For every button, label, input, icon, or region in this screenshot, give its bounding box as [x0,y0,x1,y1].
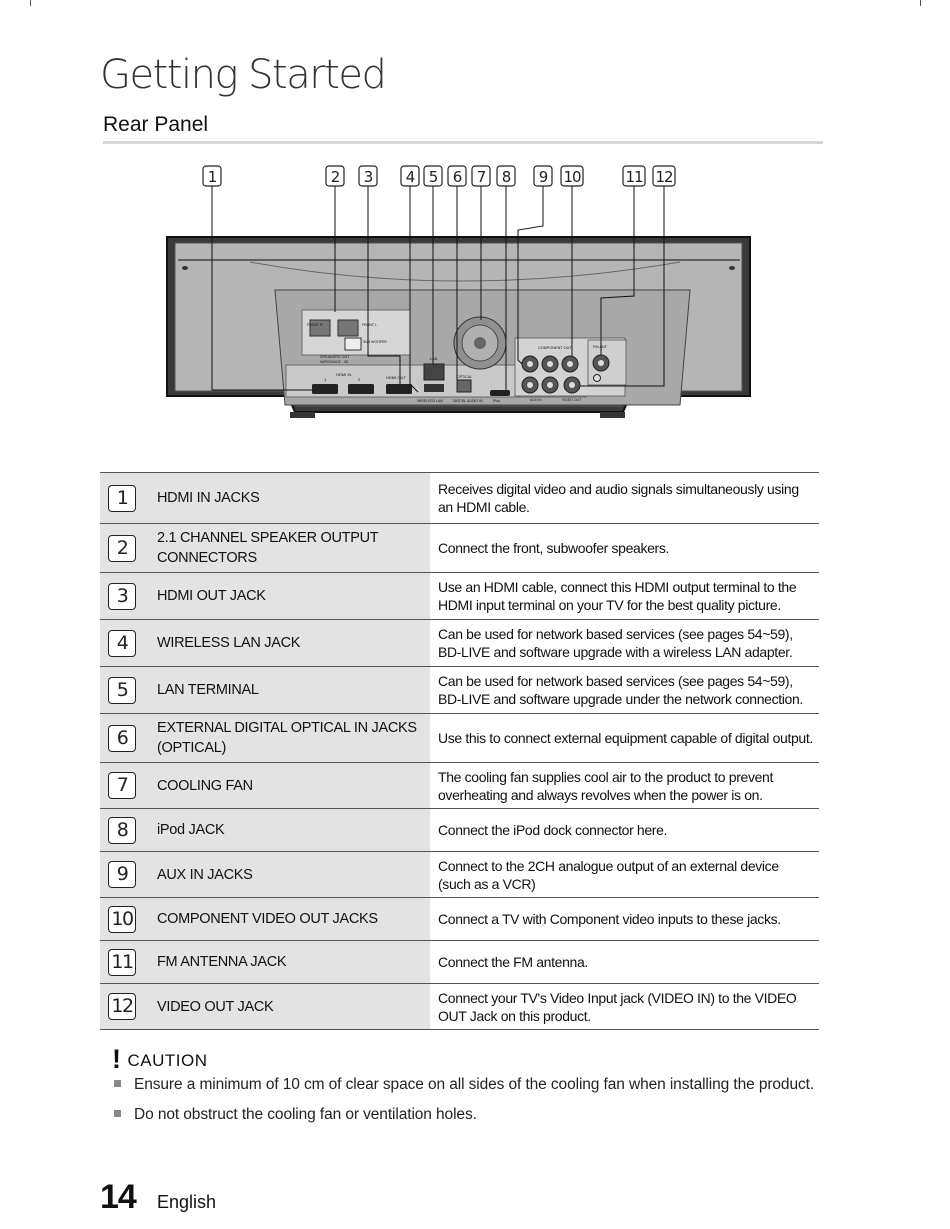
label-hdmi-in-1: 1 [324,377,327,382]
bullet-square-icon [114,1110,121,1117]
bullet-square-icon [114,1080,121,1087]
label-hdmi-in: HDMI IN [336,372,352,377]
label-ipod: iPod [493,399,501,403]
row-number-badge: 1 [108,485,136,512]
label-hdmi-out: HDMI OUT [386,375,406,380]
rear-panel-diagram [160,160,760,440]
row-description: Receives digital video and audio signals simultaneously using an HDMI cable. [438,481,799,515]
table-row [100,620,819,667]
label-digital-audio-in: DIGITAL AUDIO IN [453,399,483,403]
table-row [100,941,819,984]
row-number-badge: 9 [108,861,136,888]
table-row [100,852,819,898]
label-hdmi-in-2: 2 [358,377,361,382]
row-number-badge: 7 [108,772,136,799]
row-name: COMPONENT VIDEO OUT JACKS [146,898,430,941]
caution-title: CAUTION [127,1051,208,1070]
row-description: Connect a TV with Component video inputs to these jacks. [438,911,781,927]
row-number-cell [100,809,146,852]
label-front-r: FRONT R [307,323,323,327]
callout-markers [203,166,675,186]
label-component-out: COMPONENT OUT [538,346,572,350]
row-number-badge: 6 [108,725,136,752]
callout-number: 8 [501,168,511,186]
row-number-cell [100,852,146,898]
row-number-cell [100,984,146,1030]
row-number-badge: 11 [108,949,136,976]
crop-mark-right [920,0,921,6]
row-name: iPod JACK [146,809,430,852]
row-description: Connect the iPod dock connector here. [438,822,668,838]
row-description: Connect the FM antenna. [438,954,588,970]
row-name: HDMI IN JACKS [146,473,430,524]
row-name: FM ANTENNA JACK [146,941,430,984]
rear-panel-reference-table [100,472,819,1030]
row-description: Connect your TV's Video Input jack (VIDEO IN) to the VIDEO OUT Jack on this product. [438,989,797,1024]
row-number-cell [100,667,146,714]
table-row [100,809,819,852]
label-speakers-out: SPEAKERS OUT [320,355,350,359]
callout-number: 9 [538,168,548,186]
callout-number: 1 [207,168,217,186]
callout-number: 12 [655,168,673,186]
row-number-cell [100,524,146,573]
label-fm-ant: FM ANT. [593,345,608,349]
row-description: Use this to connect external equipment capable of digital output. [438,730,813,746]
label-impedance: IMPEDANCE : 3Ω [320,360,349,364]
label-lan: LAN [430,357,438,361]
title-rule [103,141,823,144]
row-number-cell [100,573,146,620]
label-video-out: VIDEO OUT [562,398,582,402]
table-row [100,667,819,714]
row-number-cell [100,473,146,524]
row-name: LAN TERMINAL [146,667,430,714]
row-description: Use an HDMI cable, connect this HDMI output terminal to the HDMI input terminal on your TV for the best quality picture. [438,579,797,613]
callout-number: 7 [476,168,486,186]
callout-number: 11 [625,168,643,186]
label-sub: SUB WOOFER [363,340,387,344]
table-row [100,898,819,941]
caution-item [114,1075,814,1105]
table-row [100,763,819,809]
callout-number: 3 [363,168,373,186]
row-number-badge: 12 [108,993,136,1020]
label-wireless-lan: WIRELESS LAN [417,399,443,403]
row-description: Connect to the 2CH analogue output of an external device (such as a VCR) [438,857,779,892]
row-number-badge: 4 [108,630,136,657]
sub-title: Rear Panel [103,113,209,136]
label-front-l: FRONT L [362,323,377,327]
caution-mark: ! [112,1044,122,1074]
label-optical: OPTICAL [457,375,472,379]
label-aux-in: AUX IN [530,398,542,402]
row-number-badge: 8 [108,817,136,844]
row-name: AUX IN JACKS [146,852,430,898]
cooling-fan [454,317,506,369]
caution-list [114,1075,814,1135]
table-row [100,984,819,1030]
row-name: 2.1 CHANNEL SPEAKER OUTPUT CONNECTORS [146,524,430,573]
row-number-badge: 5 [108,677,136,704]
row-name: VIDEO OUT JACK [146,984,430,1030]
callout-number: 2 [330,168,340,186]
row-number-badge: 10 [108,906,136,933]
table-row [100,573,819,620]
row-number-cell [100,763,146,809]
callout-number: 6 [452,168,462,186]
row-name: HDMI OUT JACK [146,573,430,620]
row-number-cell [100,714,146,763]
row-description: Connect the front, subwoofer speakers. [438,540,670,556]
caution-heading [112,1044,208,1075]
row-name: WIRELESS LAN JACK [146,620,430,667]
page-number: 14 [100,1178,136,1216]
section-title: Getting Started [100,52,386,98]
callout-number: 4 [405,168,415,186]
table-row [100,473,819,524]
row-description: Can be used for network based services (see pages 54~59), BD-LIVE and software upgrade under the network connection. [438,673,803,707]
row-number-cell [100,620,146,667]
row-number-cell [100,898,146,941]
row-name: EXTERNAL DIGITAL OPTICAL IN JACKS (OPTICAL) [146,714,430,763]
row-number-badge: 3 [108,583,136,610]
row-description: Can be used for network based services (see pages 54~59), BD-LIVE and software upgrade with a wireless LAN adapter. [438,626,793,660]
row-name: COOLING FAN [146,763,430,809]
callout-number: 10 [563,168,581,186]
caution-item-text: Ensure a minimum of 10 cm of clear space on all sides of the cooling fan when installing the product. [134,1076,815,1093]
row-description: The cooling fan supplies cool air to the product to prevent overheating and always revolves when the power is on. [438,768,774,803]
table-row [100,714,819,763]
caution-item [114,1105,814,1135]
row-number-badge: 2 [108,535,136,562]
table-row [100,524,819,573]
page-language: English [157,1192,217,1212]
callout-number: 5 [428,168,438,186]
crop-mark-left [30,0,31,6]
row-number-cell [100,941,146,984]
caution-item-text: Do not obstruct the cooling fan or ventilation holes. [134,1106,477,1123]
